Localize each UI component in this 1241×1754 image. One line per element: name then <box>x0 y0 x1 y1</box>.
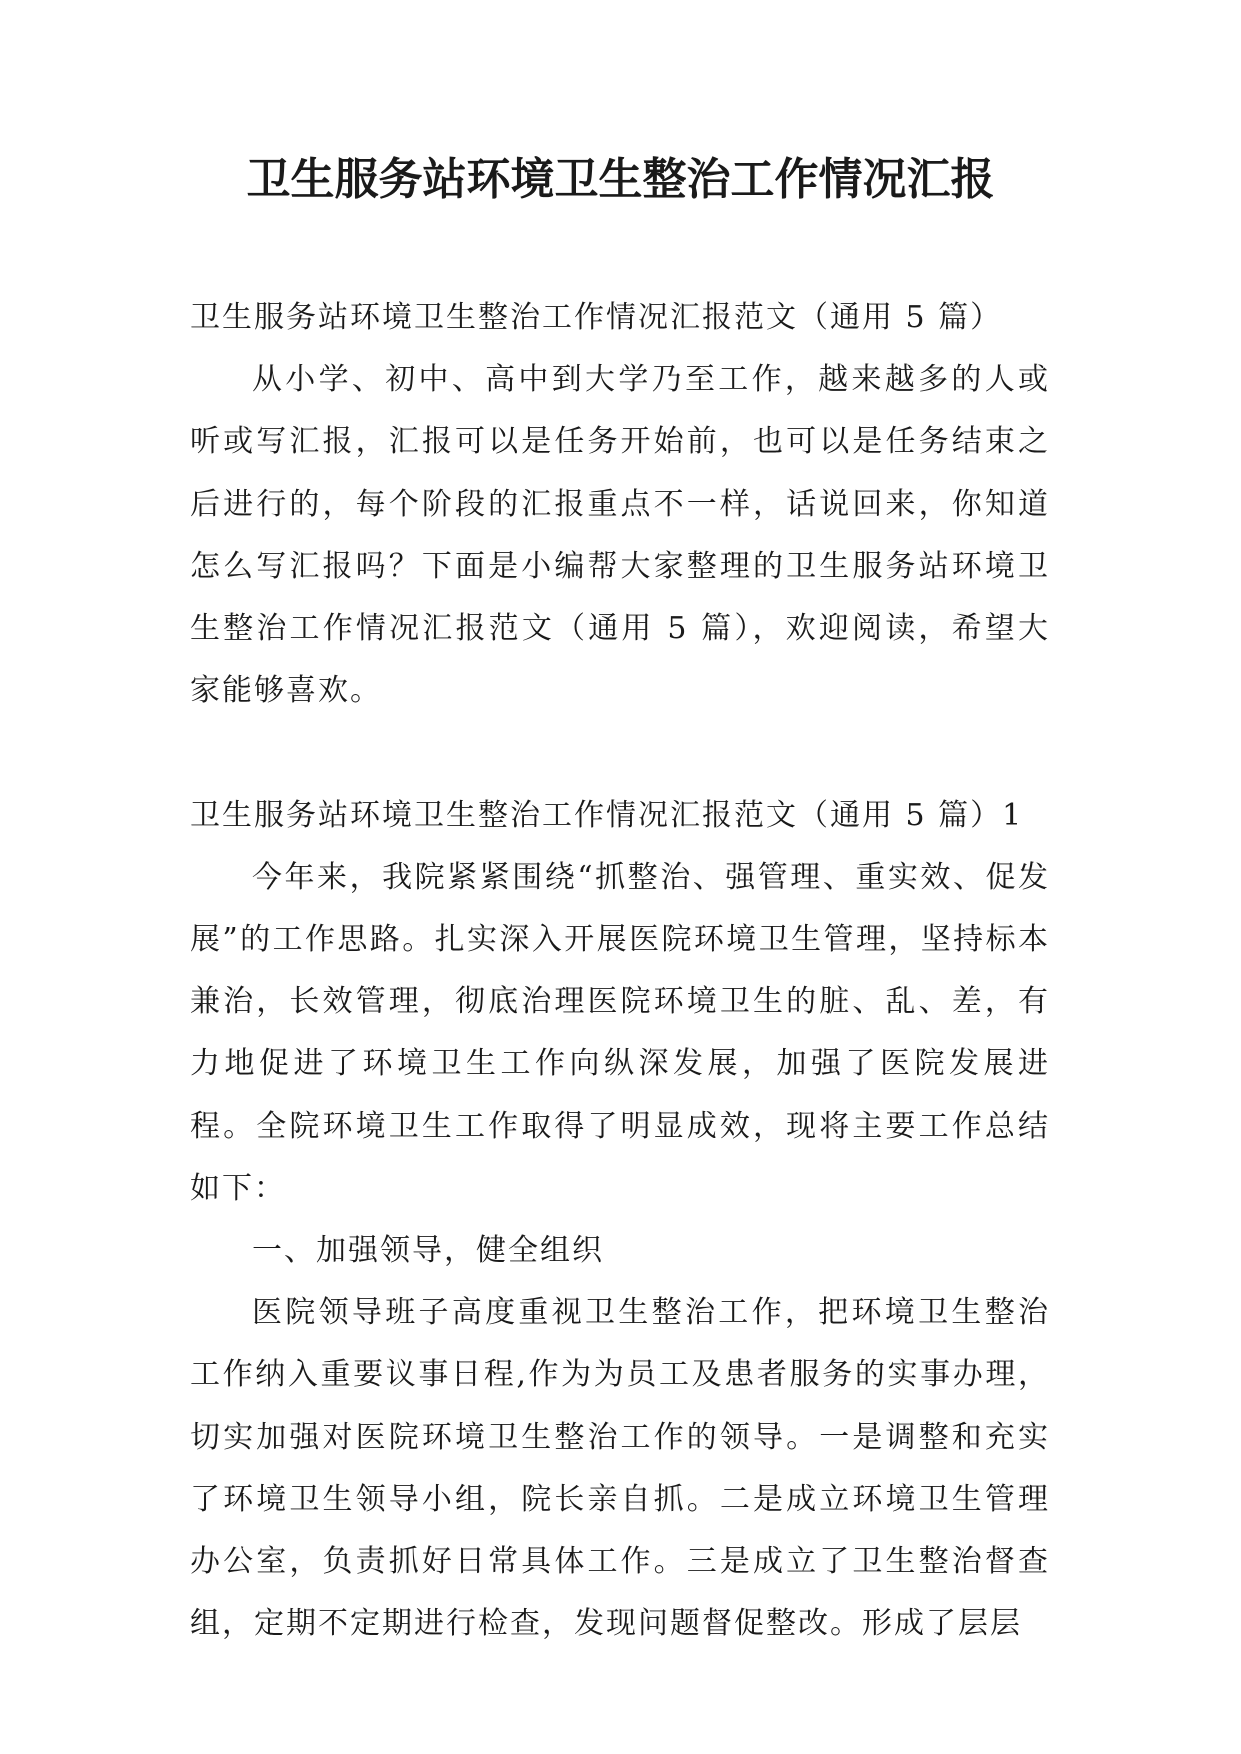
intro-paragraph: 从小学、初中、高中到大学乃至工作，越来越多的人或听或写汇报，汇报可以是任务开始前，也可以是任务结束之后进行的，每个阶段的汇报重点不一样，话说回来，你知道怎么写汇报吗？下面是小编帮大家整理的卫生服务站环境卫生整治工作情况汇报范文（通用 5 篇），欢迎阅读，希望大家能够喜欢。 <box>190 362 1050 709</box>
paragraph-spacer <box>190 722 1050 784</box>
section-heading: 卫生服务站环境卫生整治工作情况汇报范文（通用 5 篇）1 <box>190 797 1024 833</box>
document-body <box>190 287 1050 1655</box>
body-paragraph: 今年来，我院紧紧围绕“抓整治、强管理、重实效、促发展”的工作思路。扎实深入开展医院环境卫生管理，坚持标本兼治，长效管理，彻底治理医院环境卫生的脏、乱、差，有力地促进了环境卫生工作向纵深发展，加强了医院发展进程。全院环境卫生工作取得了明显成效，现将主要工作总结如下： <box>190 859 1050 1206</box>
subheading: 一、加强领导，健全组织 <box>252 1233 604 1269</box>
intro-heading: 卫生服务站环境卫生整治工作情况汇报范文（通用 5 篇） <box>190 300 1003 335</box>
body-paragraph: 医院领导班子高度重视卫生整治工作，把环境卫生整治工作纳入重要议事日程,作为为员工及患者服务的实事办理，切实加强对医院环境卫生整治工作的领导。一是调整和充实了环境卫生领导小组，院长亲自抓。二是成立环境卫生管理办公室，负责抓好日常具体工作。三是成立了卫生整治督查组，定期不定期进行检查，发现问题督促整改。形成了层层 <box>190 1295 1050 1642</box>
document-title: 卫生服务站环境卫生整治工作情况汇报 <box>246 154 995 205</box>
